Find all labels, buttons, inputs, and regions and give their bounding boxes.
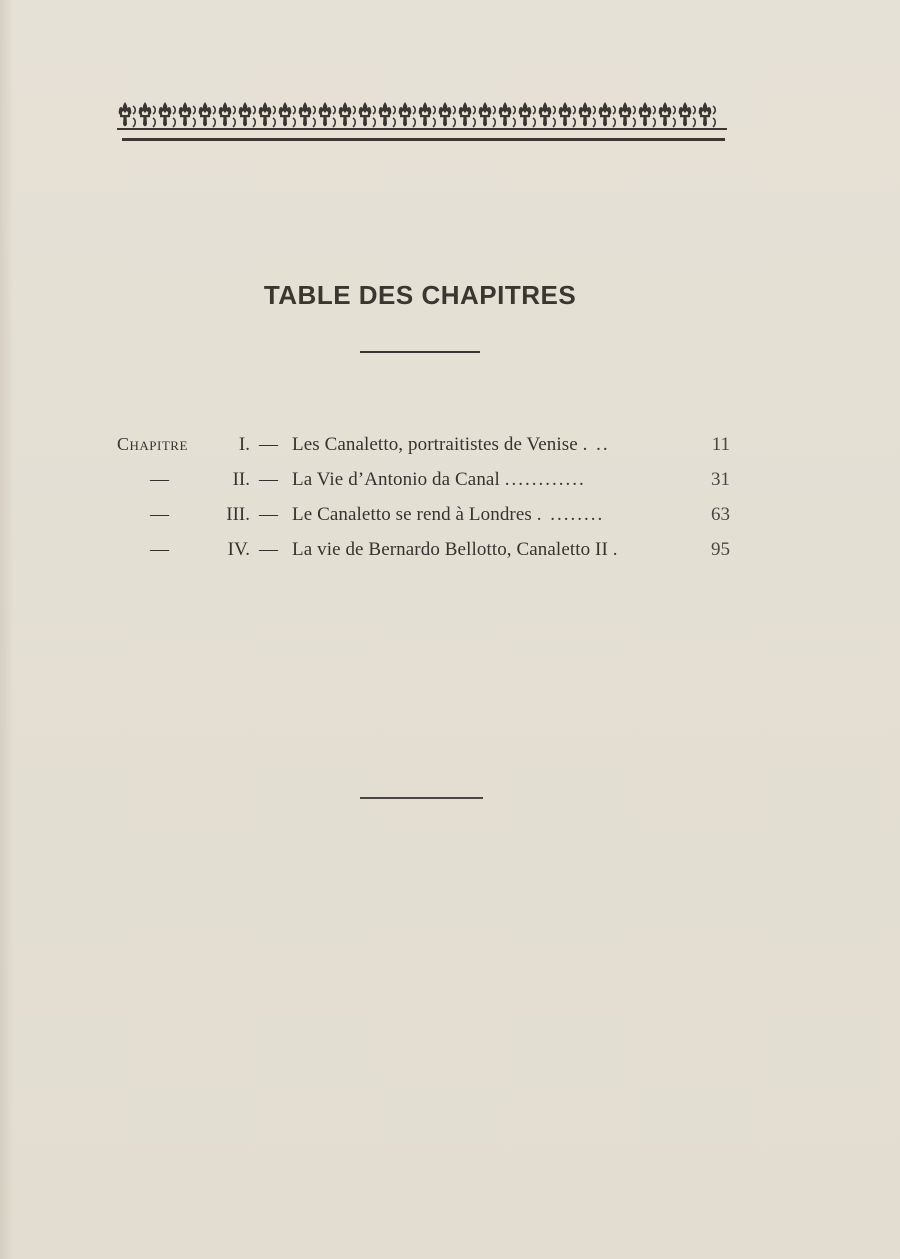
chapter-title-text: Le Canaletto se rend à Londres (292, 504, 532, 525)
page-number: 95 (711, 539, 730, 560)
chapter-title (292, 434, 610, 456)
chapter-title (292, 469, 586, 491)
page-number: 11 (711, 434, 730, 455)
chapter-dash: — (259, 469, 278, 490)
chapter-title (292, 504, 604, 526)
dot-leader: . (612, 539, 620, 560)
chapter-dash: — (259, 434, 278, 455)
toc-row[interactable] (0, 469, 900, 504)
chapter-dash: — (259, 504, 278, 525)
page-number: 63 (711, 504, 730, 525)
toc-row[interactable] (0, 434, 900, 469)
chapter-title (292, 539, 620, 561)
toc-row[interactable] (0, 504, 900, 539)
chapter-numeral: I. (238, 434, 250, 455)
ditto-dash: — (150, 539, 169, 560)
page-title: TABLE DES CHAPITRES (263, 280, 577, 310)
chapter-numeral: III. (226, 504, 250, 525)
chapter-numeral: IV. (227, 539, 250, 560)
title-divider (360, 351, 480, 353)
dot-leader: . .. (582, 434, 610, 455)
dot-leader: . ........ (536, 504, 605, 525)
toc-row[interactable] (0, 539, 900, 574)
dot-leader: ............ (504, 469, 586, 490)
chapter-title-text: Les Canaletto, portraitistes de Venise (292, 434, 578, 455)
chapter-title-text: La vie de Bernardo Bellotto, Canaletto II (292, 539, 608, 560)
end-divider (360, 797, 483, 799)
ditto-dash: — (150, 469, 169, 490)
page-shadow-edge (0, 0, 14, 1259)
ditto-dash: — (150, 504, 169, 525)
fleur-de-lis-border-icon (117, 100, 727, 132)
chapter-label: Chapitre (117, 434, 188, 454)
chapter-numeral: II. (232, 469, 250, 490)
header-rule (122, 138, 725, 141)
chapter-dash: — (259, 539, 278, 560)
chapter-title-text: La Vie d’Antonio da Canal (292, 469, 500, 490)
page-number: 31 (711, 469, 730, 490)
table-of-contents (0, 434, 900, 574)
